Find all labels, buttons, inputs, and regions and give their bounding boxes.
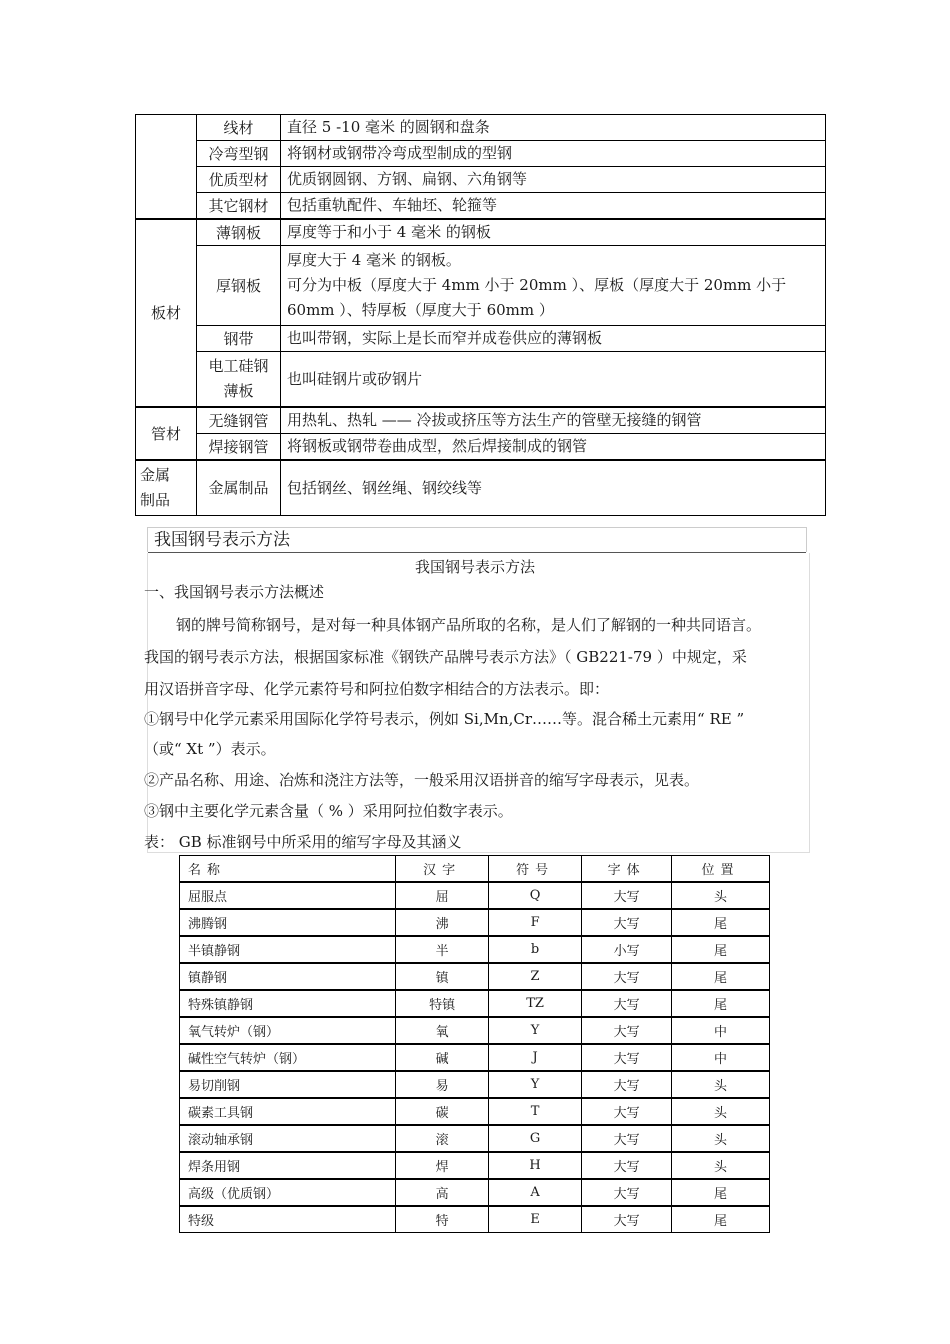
list-item: ③钢中主要化学元素含量（ % ）采用阿拉伯数字表示。 [144, 802, 513, 820]
description-cell: 将钢板或钢带卷曲成型，然后焊接制成的钢管 [281, 434, 826, 461]
cell-chinese: 半 [396, 936, 489, 963]
cell-chinese: 氧 [396, 1017, 489, 1044]
cell-case: 大写 [582, 963, 672, 990]
cell-position: 中 [672, 1044, 770, 1071]
cell-symbol: E [489, 1206, 582, 1233]
cell-case: 大写 [582, 1098, 672, 1125]
column-header-name: 名称 [180, 856, 396, 883]
cell-name: 易切削钢 [180, 1071, 396, 1098]
cell-case: 大写 [582, 1125, 672, 1152]
list-item: （或“ Xt ”）表示。 [144, 740, 276, 758]
cell-case: 大写 [582, 1152, 672, 1179]
cell-case: 大写 [582, 882, 672, 909]
subtype-cell: 薄钢板 [197, 219, 281, 246]
cell-chinese: 特 [396, 1206, 489, 1233]
cell-position: 头 [672, 1125, 770, 1152]
abbreviation-table [179, 855, 770, 1233]
category-cell-pipe: 管材 [136, 407, 197, 460]
table-row [180, 1071, 770, 1098]
cell-case: 大写 [582, 1044, 672, 1071]
description-cell: 也叫带钢，实际上是长而窄并成卷供应的薄钢板 [281, 326, 826, 352]
cell-chinese: 沸 [396, 909, 489, 936]
description-cell-multiline [281, 246, 826, 326]
cell-symbol: F [489, 909, 582, 936]
description-cell: 直径 5 -10 毫米 的圆钢和盘条 [281, 115, 826, 141]
cell-position: 中 [672, 1017, 770, 1044]
table-row [180, 1125, 770, 1152]
cell-chinese: 高 [396, 1179, 489, 1206]
heading-overview: 一、我国钢号表示方法概述 [144, 583, 325, 601]
subtype-cell: 优质型材 [197, 167, 281, 193]
paragraph-line: 用汉语拼音字母、化学元素符号和阿拉伯数字相结合的方法表示。即： [144, 680, 610, 698]
cell-chinese: 碳 [396, 1098, 489, 1125]
paragraph-line: 钢的牌号简称钢号，是对每一种具体钢产品所取的名称，是人们了解钢的一种共同语言。 [176, 616, 762, 634]
subtype-cell: 线材 [197, 115, 281, 141]
cell-position: 尾 [672, 1206, 770, 1233]
description-cell: 包括钢丝、钢丝绳、钢绞线等 [281, 460, 826, 516]
paragraph-line: 我国的钢号表示方法，根据国家标准《钢铁产品牌号表示方法》（ GB221-79 ）中规定，采 [144, 648, 747, 666]
subtype-line: 薄板 [223, 382, 254, 400]
cell-position: 尾 [672, 936, 770, 963]
cell-position: 尾 [672, 909, 770, 936]
table-row [180, 990, 770, 1017]
subtype-cell-multiline [197, 352, 281, 408]
table-row [180, 963, 770, 990]
cell-name: 碱性空气转炉（钢） [180, 1044, 396, 1071]
cell-symbol: b [489, 936, 582, 963]
cell-position: 头 [672, 882, 770, 909]
cell-symbol: Y [489, 1017, 582, 1044]
table-row [180, 1206, 770, 1233]
category-line: 制品 [140, 491, 171, 509]
cell-chinese: 焊 [396, 1152, 489, 1179]
subtype-cell: 无缝钢管 [197, 407, 281, 434]
cell-symbol: A [489, 1179, 582, 1206]
description-cell: 也叫硅钢片或矽钢片 [281, 352, 826, 408]
description-line: 可分为中板（厚度大于 4mm 小于 20mm ）、厚板（厚度大于 20mm 小于 [287, 276, 787, 294]
cell-name: 半镇静钢 [180, 936, 396, 963]
cell-name: 屈服点 [180, 882, 396, 909]
cell-symbol: Q [489, 882, 582, 909]
column-header-symbol: 符号 [489, 856, 582, 883]
table-row [180, 882, 770, 909]
cell-chinese: 屈 [396, 882, 489, 909]
description-cell: 将钢材或钢带冷弯成型制成的型钢 [281, 141, 826, 167]
steel-classification-table [135, 114, 826, 516]
cell-case: 大写 [582, 990, 672, 1017]
section-header: 我国钢号表示方法 [147, 527, 807, 552]
description-cell: 包括重轨配件、车轴坯、轮箍等 [281, 193, 826, 220]
description-cell: 优质钢圆钢、方钢、扁钢、六角钢等 [281, 167, 826, 193]
subtype-cell: 钢带 [197, 326, 281, 352]
cell-name: 特级 [180, 1206, 396, 1233]
cell-position: 头 [672, 1071, 770, 1098]
cell-chinese: 镇 [396, 963, 489, 990]
cell-chinese: 特镇 [396, 990, 489, 1017]
document-title: 我国钢号表示方法 [414, 558, 535, 576]
cell-symbol: H [489, 1152, 582, 1179]
cell-case: 大写 [582, 1071, 672, 1098]
cell-case: 小写 [582, 936, 672, 963]
table-row [180, 1017, 770, 1044]
list-item: ②产品名称、用途、冶炼和浇注方法等，一般采用汉语拼音的缩写字母表示，见表。 [144, 771, 700, 789]
description-cell: 厚度等于和小于 4 毫米 的钢板 [281, 219, 826, 246]
cell-chinese: 易 [396, 1071, 489, 1098]
description-line: 厚度大于 4 毫米 的钢板。 [287, 251, 461, 269]
list-item: ①钢号中化学元素采用国际化学符号表示，例如 Si,Mn,Cr……等。混合稀土元素用“ RE ” [144, 710, 745, 728]
cell-position: 尾 [672, 963, 770, 990]
column-header-case: 字体 [582, 856, 672, 883]
cell-name: 沸腾钢 [180, 909, 396, 936]
table-row [180, 1044, 770, 1071]
cell-symbol: G [489, 1125, 582, 1152]
category-cell-plate: 板材 [136, 219, 197, 407]
subtype-cell: 焊接钢管 [197, 434, 281, 461]
cell-position: 头 [672, 1152, 770, 1179]
cell-chinese: 滚 [396, 1125, 489, 1152]
table-row [180, 909, 770, 936]
cell-symbol: Z [489, 963, 582, 990]
subtype-cell: 金属制品 [197, 460, 281, 516]
cell-case: 大写 [582, 1017, 672, 1044]
cell-symbol: T [489, 1098, 582, 1125]
cell-name: 滚动轴承钢 [180, 1125, 396, 1152]
column-header-chinese: 汉字 [396, 856, 489, 883]
description-cell: 用热轧、热轧 —— 冷拔或挤压等方法生产的管壁无接缝的钢管 [281, 407, 826, 434]
subtype-cell: 其它钢材 [197, 193, 281, 220]
cell-symbol: TZ [489, 990, 582, 1017]
column-header-position: 位置 [672, 856, 770, 883]
table-row [180, 1152, 770, 1179]
cell-case: 大写 [582, 1206, 672, 1233]
cell-name: 氧气转炉（钢） [180, 1017, 396, 1044]
table-caption: 表： GB 标准钢号中所采用的缩写字母及其涵义 [144, 833, 462, 851]
cell-name: 碳素工具钢 [180, 1098, 396, 1125]
cell-case: 大写 [582, 909, 672, 936]
description-line: 60mm ）、特厚板（厚度大于 60mm ） [287, 301, 554, 319]
cell-case: 大写 [582, 1179, 672, 1206]
table-row [180, 1098, 770, 1125]
cell-chinese: 碱 [396, 1044, 489, 1071]
cell-position: 尾 [672, 1179, 770, 1206]
table-row [180, 936, 770, 963]
table-header-row [180, 856, 770, 883]
cell-name: 焊条用钢 [180, 1152, 396, 1179]
table-row [180, 1179, 770, 1206]
subtype-cell: 厚钢板 [197, 246, 281, 326]
category-cell-profiles [136, 115, 197, 220]
category-cell-metal [136, 460, 197, 516]
cell-position: 尾 [672, 990, 770, 1017]
subtype-line: 电工硅钢 [208, 357, 269, 375]
cell-position: 头 [672, 1098, 770, 1125]
cell-name: 镇静钢 [180, 963, 396, 990]
cell-name: 特殊镇静钢 [180, 990, 396, 1017]
subtype-cell: 冷弯型钢 [197, 141, 281, 167]
cell-symbol: Y [489, 1071, 582, 1098]
cell-symbol: J [489, 1044, 582, 1071]
category-line: 金属 [140, 466, 171, 484]
cell-name: 高级（优质钢） [180, 1179, 396, 1206]
